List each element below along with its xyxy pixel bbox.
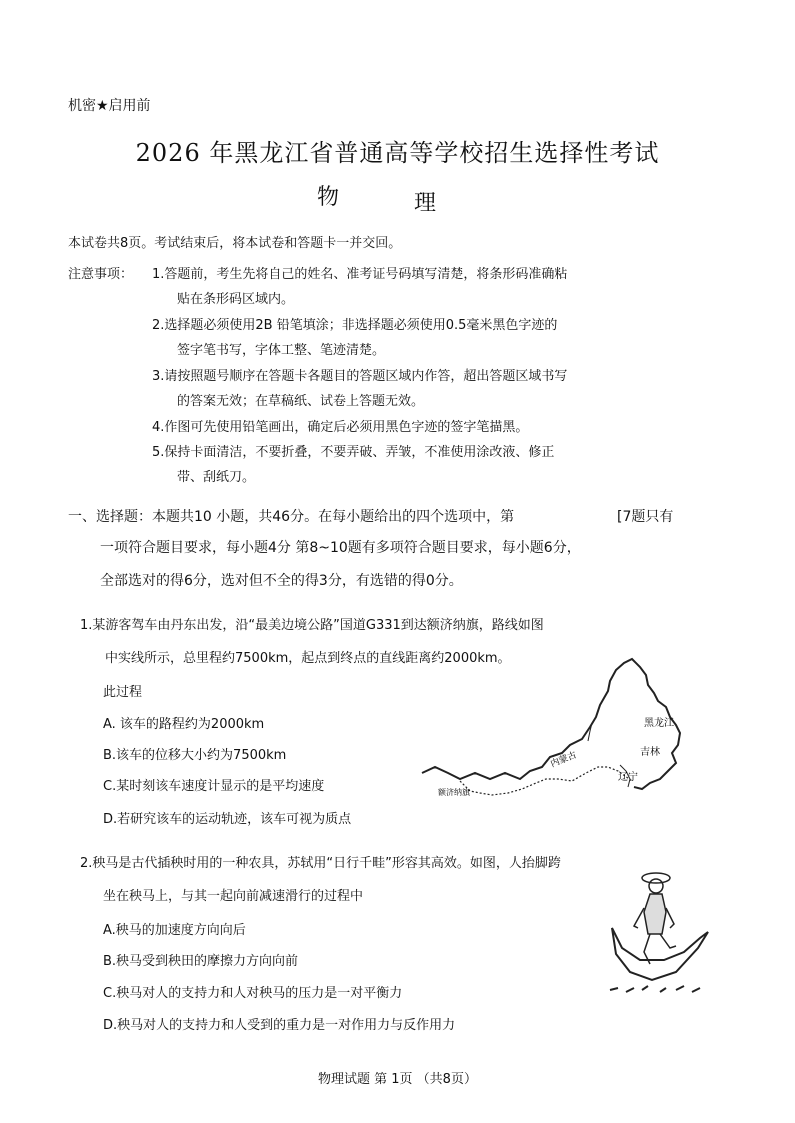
arm-icon (666, 908, 674, 928)
note-line: 签字笔书写，字体工整、笔迹清楚。 (177, 343, 386, 358)
route-map-figure (420, 655, 690, 805)
q1-option-d: D.若研究该车的运动轨迹，该车可视为质点 (103, 812, 352, 827)
yangma-figure (604, 868, 714, 1000)
section-line: 一项符合题目要求，每小题4分 第8~10题有多项符合题目要求，每小题6分， (100, 540, 581, 556)
note-line: 带、刮纸刀。 (177, 470, 256, 485)
intro-text: 本试卷共8页。考试结束后，将本试卷和答题卡一并交回。 (68, 236, 402, 251)
note-line: 1.答题前，考生先将自己的姓名、准考证号码填写清楚，将条形码准确粘 (152, 267, 568, 282)
q2-option-c: C.秧马对人的支持力和人对秧马的压力是一对平衡力 (103, 986, 403, 1001)
head-icon (649, 879, 663, 893)
border-line (460, 767, 632, 795)
body-icon (644, 894, 666, 934)
q1-stem: 1.某游客驾车由丹东出发，沿“最美边境公路”国道G331到达额济纳旗，路线如图 (80, 618, 544, 633)
exam-title: 2026 年黑龙江省普通高等学校招生选择性考试 (135, 139, 660, 167)
map-label-neimenggu: 内蒙古 (549, 750, 579, 770)
subject-char-2: 理 (414, 191, 437, 216)
q1-stem: 此过程 (103, 685, 143, 700)
note-line: 2.选择题必须使用2B 铅笔填涂；非选择题必须使用0.5毫米黑色字迹的 (152, 318, 558, 333)
section-heading: 一、选择题：本题共10 小题，共46分。在每小题给出的四个选项中，第 (68, 509, 515, 525)
yangma-board-icon (612, 928, 708, 980)
q2-option-d: D.秧马对人的支持力和人受到的重力是一对作用力与反作用力 (103, 1018, 456, 1033)
q1-option-b: B.该车的位移大小约为7500km (103, 748, 287, 763)
note-line: 贴在条形码区域内。 (177, 292, 295, 307)
note-line: 4.作图可先使用铅笔画出，确定后必须用黑色字迹的签字笔描黑。 (152, 420, 529, 435)
hat-icon (642, 873, 670, 883)
map-label-heilongjiang: 黑龙江 (644, 718, 674, 729)
route-line (422, 659, 680, 789)
q2-option-b: B.秧马受到秧田的摩擦力方向向前 (103, 954, 299, 969)
page-footer: 物理试题 第 1页 （共8页） (318, 1072, 477, 1087)
note-line: 5.保持卡面清洁，不要折叠，不要弄破、弄皱，不准使用涂改液、修正 (152, 445, 555, 460)
q1-stem: 中实线所示，总里程约7500km，起点到终点的直线距离约2000km。 (105, 651, 511, 666)
map-label-liaoning: 辽宁 (618, 772, 638, 783)
subject-char-1: 物 (317, 185, 340, 210)
q1-option-a: A. 该车的路程约为2000km (103, 717, 265, 732)
note-line: 的答案无效；在草稿纸、试卷上答题无效。 (177, 394, 425, 409)
leg-icon (660, 934, 676, 948)
q2-stem: 2.秧马是古代插秧时用的一种农具，苏轼用“日行千畦”形容其高效。如图，人抬脚跨 (80, 856, 561, 871)
map-label-jilin: 吉林 (640, 747, 660, 758)
section-heading-tail: [7题只有 (617, 509, 674, 525)
q2-option-a: A.秧马的加速度方向向后 (103, 923, 246, 938)
confidential-label: 机密★启用前 (68, 98, 151, 114)
q2-stem: 坐在秧马上，与其一起向前减速滑行的过程中 (103, 889, 364, 904)
map-label-ejina: 额济纳旗 (438, 788, 470, 797)
q1-option-c: C.某时刻该车速度计显示的是平均速度 (103, 779, 325, 794)
section-line: 全部选对的得6分，选对但不全的得3分，有选错的得0分。 (100, 573, 463, 589)
arm-icon (634, 908, 644, 928)
notes-label: 注意事项： (68, 267, 134, 282)
note-line: 3.请按照题号顺序在答题卡各题目的答题区域内作答，超出答题区域书写 (152, 369, 568, 384)
seedlings-icon (610, 986, 700, 992)
